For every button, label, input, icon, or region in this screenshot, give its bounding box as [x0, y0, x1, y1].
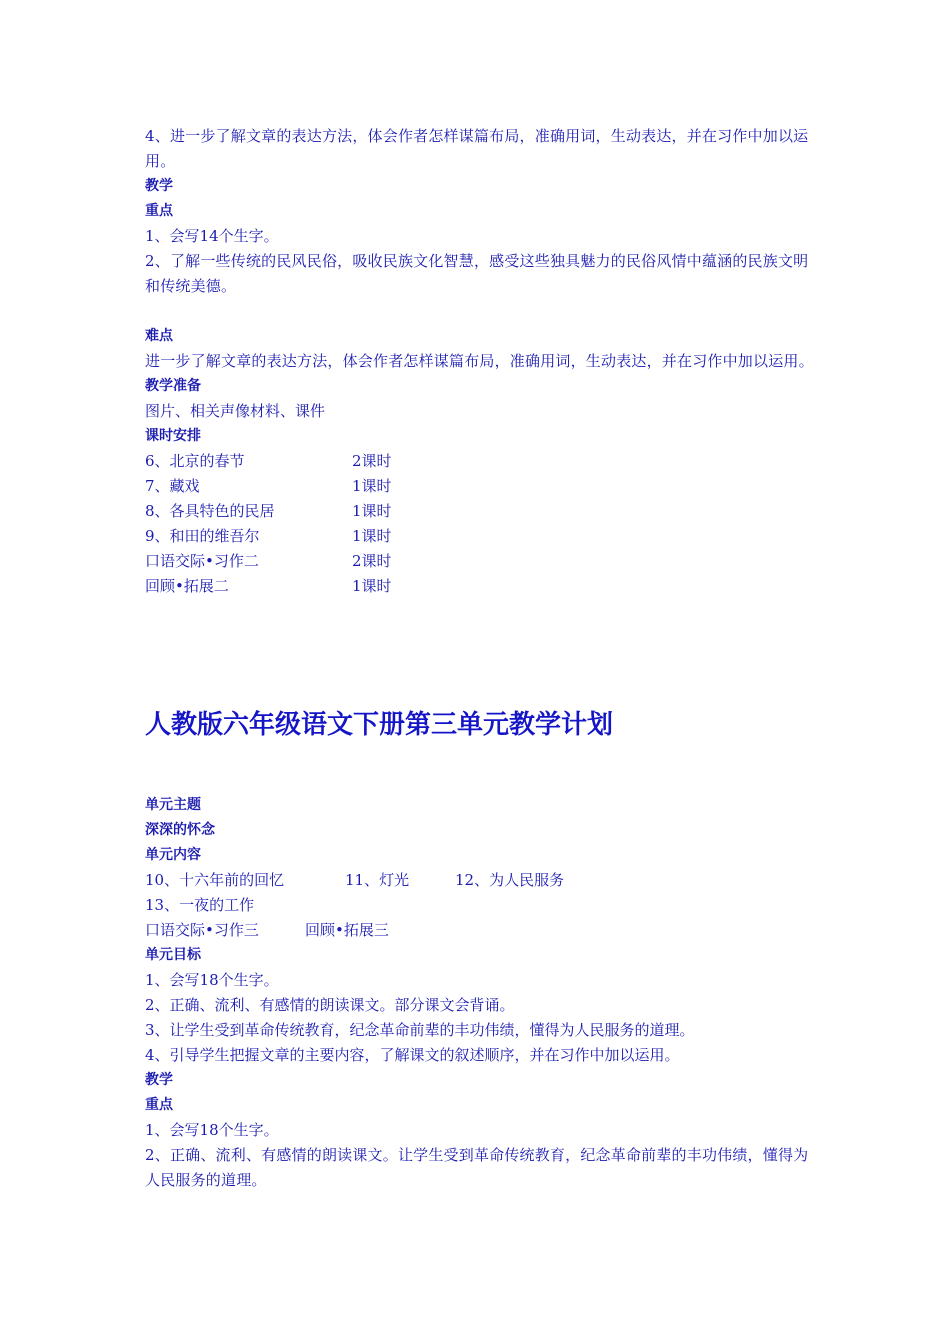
- difficulty-text: 进一步了解文章的表达方法，体会作者怎样谋篇布局，准确用词，生动表达，并在习作中加以运用。: [145, 352, 814, 370]
- key-point-item: 1、会写18个生字。: [145, 1121, 279, 1139]
- goal-item: 4、引导学生把握文章的主要内容，了解课文的叙述顺序，并在习作中加以运用。: [145, 1046, 680, 1064]
- prep-label: 教学准备: [145, 378, 201, 394]
- lesson-name: 7、藏戏: [145, 477, 200, 495]
- key-point-item: 1、会写14个生字。: [145, 227, 279, 245]
- unit-content-row: [145, 918, 815, 943]
- lesson-hours: 1课时: [352, 477, 392, 495]
- lesson-title: 12、为人民服务: [455, 871, 565, 889]
- goal-item: 1、会写18个生字。: [145, 971, 279, 989]
- lesson-hours: 1课时: [352, 577, 392, 595]
- spacer: [145, 299, 815, 324]
- lesson-title: 口语交际•习作三: [145, 921, 259, 939]
- schedule-table: [145, 449, 815, 599]
- schedule-row: [145, 449, 815, 474]
- lesson-hours: 1课时: [352, 502, 392, 520]
- unit-theme-label: 单元主题: [145, 797, 201, 813]
- unit-content-label: 单元内容: [145, 847, 201, 863]
- key-point-item: 2、了解一些传统的民风民俗，吸收民族文化智慧，感受这些独具魅力的民俗风情中蕴涵的民族文明和传统美德。: [145, 252, 809, 295]
- lesson-name: 6、北京的春节: [145, 452, 245, 470]
- schedule-label: 课时安排: [145, 428, 201, 444]
- lesson-hours: 2课时: [352, 452, 392, 470]
- key-point-item: 2、正确、流利、有感情的朗读课文。让学生受到革命传统教育，纪念革命前辈的丰功伟绩，懂得为人民服务的道理。: [145, 1146, 809, 1189]
- teaching-label: 教学: [145, 1072, 173, 1088]
- lesson-name: 口语交际•习作二: [145, 552, 259, 570]
- lesson-title: 回顾•拓展三: [305, 921, 389, 939]
- lesson-hours: 1课时: [352, 527, 392, 545]
- unit-goals-label: 单元目标: [145, 947, 201, 963]
- unit-theme-value: 深深的怀念: [145, 822, 215, 838]
- schedule-row: [145, 474, 815, 499]
- goal-item: 3、让学生受到革命传统教育，纪念革命前辈的丰功伟绩，懂得为人民服务的道理。: [145, 1021, 695, 1039]
- unit-plan-title: 人教版六年级语文下册第三单元教学计划: [145, 710, 614, 740]
- prep-text: 图片、相关声像材料、课件: [145, 402, 326, 420]
- lesson-name: 9、和田的维吾尔: [145, 527, 260, 545]
- difficulty-label: 难点: [145, 328, 173, 344]
- schedule-row: [145, 524, 815, 549]
- goal-item: 2、正确、流利、有感情的朗读课文。部分课文会背诵。: [145, 996, 515, 1014]
- schedule-row: [145, 549, 815, 574]
- lesson-title: 11、灯光: [345, 871, 410, 889]
- teaching-label: 教学: [145, 178, 173, 194]
- lesson-name: 8、各具特色的民居: [145, 502, 275, 520]
- document-page: [145, 124, 815, 1193]
- goal-4-text: 4、进一步了解文章的表达方法，体会作者怎样谋篇布局，准确用词，生动表达，并在习作中加以运用。: [145, 127, 809, 170]
- lesson-name: 回顾•拓展二: [145, 577, 229, 595]
- lesson-hours: 2课时: [352, 552, 392, 570]
- key-points-label: 重点: [145, 203, 173, 219]
- schedule-row: [145, 499, 815, 524]
- lesson-title: 10、十六年前的回忆: [145, 871, 285, 889]
- schedule-row: [145, 574, 815, 599]
- lesson-title: 13、一夜的工作: [145, 896, 255, 914]
- key-points-label: 重点: [145, 1097, 173, 1113]
- unit-content-row: [145, 868, 815, 893]
